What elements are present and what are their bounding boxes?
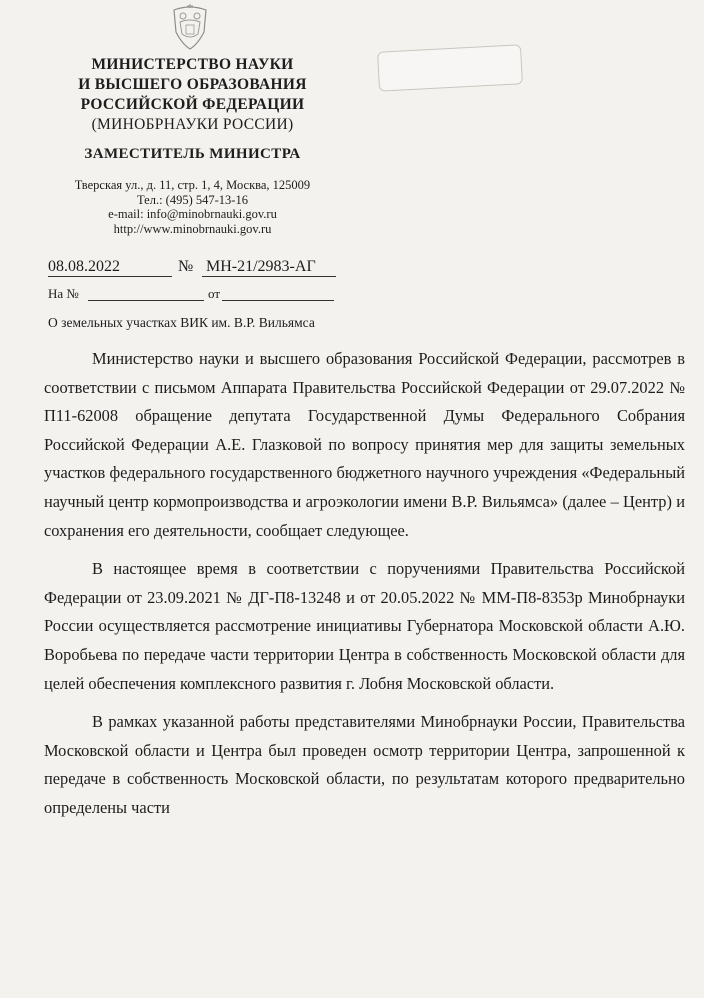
letter-subject: О земельных участках ВИК им. В.Р. Вильямса <box>48 315 315 330</box>
ministry-name <box>40 55 345 135</box>
letter-date: 08.08.2022 <box>48 258 172 277</box>
letter-body <box>44 345 685 833</box>
stamp-mark <box>377 44 523 91</box>
number-sign: № <box>178 258 194 275</box>
deputy-minister-title: ЗАМЕСТИТЕЛЬ МИНИСТРА <box>84 146 301 162</box>
reference-line <box>48 286 348 304</box>
org-line: МИНИСТЕРСТВО НАУКИ <box>91 56 294 73</box>
ref-number-label: На № <box>48 286 79 301</box>
body-paragraph: В рамках указанной работы представителями Минобрнауки России, Правительства Московской области и Центра был проведен осмотр территории Центра, запрошенной к передаче в собственность Московской области, по результатам которого предварительно определены части <box>44 712 685 817</box>
contact-block <box>40 178 345 236</box>
email: e-mail: info@minobrnauki.gov.ru <box>108 207 277 221</box>
body-paragraph: В настоящее время в соответствии с поручениями Правительства Российской Федерации от 23.09.2021 № ДГ-П8-13248 и от 20.05.2022 № ММ-П8-8353р Минобрнауки России осуществляется рассмотрение инициативы Губернатора Московской области А.Ю. Воробьева по передаче части территории Центра в собственность Московской области для целей обеспечения комплексного развития г. Лобня Московской области. <box>44 559 685 693</box>
coat-of-arms-icon <box>168 2 212 52</box>
letter-number: МН-21/2983-АГ <box>202 258 336 277</box>
registration-line <box>48 258 348 280</box>
ref-date-blank <box>222 300 334 301</box>
org-line: РОССИЙСКОЙ ФЕДЕРАЦИИ <box>80 96 305 113</box>
website: http://www.minobrnauki.gov.ru <box>113 221 272 236</box>
ref-date-label: от <box>208 286 221 301</box>
ref-number-blank <box>88 300 204 301</box>
org-abbreviation: (МИНОБРНАУКИ РОССИИ) <box>91 116 294 133</box>
address: Тверская ул., д. 11, стр. 1, 4, Москва, 125009 <box>74 178 311 192</box>
body-paragraph: Министерство науки и высшего образования Российской Федерации, рассмотрев в соответствии с письмом Аппарата Правительства Российской Федерации от 29.07.2022 № П11-62008 обращение депутата Государственной Думы Федерального Собрания Российской Федерации А.Е. Глазковой по вопросу принятия мер для защиты земельных участков федерального государственного бюджетного научного учреждения «Федеральный научный центр кормопроизводства и агроэкологии имени В.Р. Вильямса» (далее – Центр) и сохранения его деятельности, сообщает следующее. <box>44 349 685 540</box>
phone: Тел.: (495) 547-13-16 <box>137 192 248 207</box>
org-line: И ВЫСШЕГО ОБРАЗОВАНИЯ <box>78 76 307 93</box>
